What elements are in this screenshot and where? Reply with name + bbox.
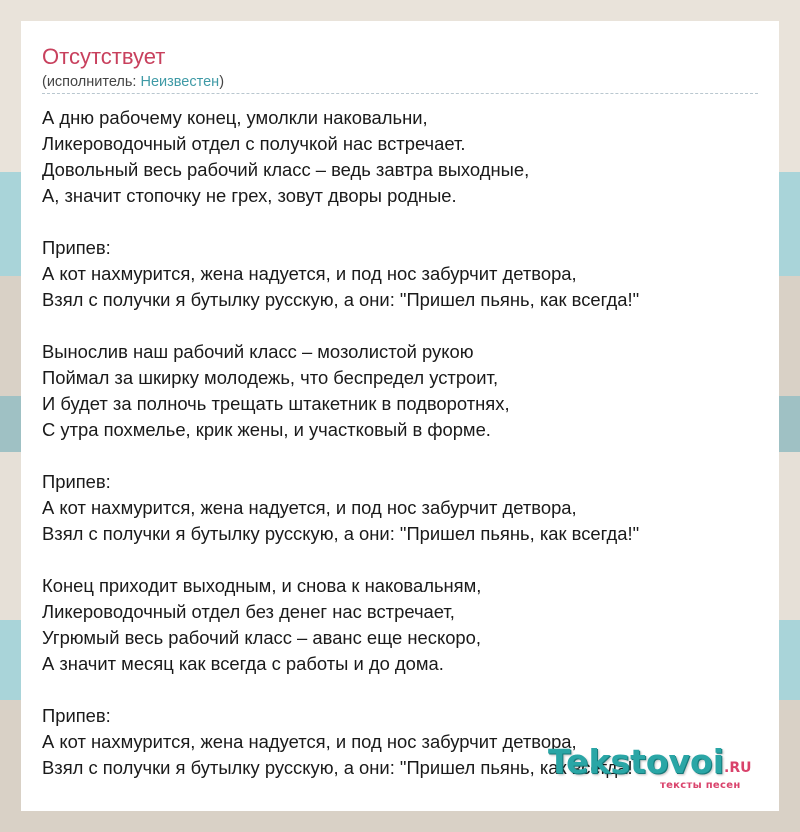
song-title: Отсутствует — [42, 44, 166, 69]
artist-link[interactable]: Неизвестен — [140, 74, 220, 90]
lyric-line: Ликероводочный отдел без денег нас встречает, — [42, 601, 455, 622]
stanza-gap — [42, 209, 762, 235]
lyric-line: Припев: — [42, 705, 111, 726]
lyrics-body — [42, 105, 762, 781]
lyrics-card — [21, 21, 779, 811]
lyric-line: Взял с получки я бутылку русскую, а они: "Пришел пьянь, как всегда!" — [42, 523, 640, 544]
lyric-line: Поймал за шкирку молодежь, что беспредел устроит, — [42, 367, 499, 388]
stanza-gap — [42, 677, 762, 703]
logo-subtitle: тексты песен — [660, 780, 741, 791]
lyric-line: А кот нахмурится, жена надуется, и под нос забурчит детвора, — [42, 263, 577, 284]
lyric-line: И будет за полночь трещать штакетник в подворотнях, — [42, 393, 510, 414]
lyric-line: Взял с получки я бутылку русскую, а они: "Пришел пьянь, как всегда!" — [42, 757, 640, 778]
stanza-gap — [42, 443, 762, 469]
lyric-line: Довольный весь рабочий класс – ведь завтра выходные, — [42, 159, 530, 180]
stanza-gap — [42, 313, 762, 339]
logo-name: Tekstovoi — [548, 742, 725, 781]
lyric-line: Припев: — [42, 471, 111, 492]
lyric-line: Припев: — [42, 237, 111, 258]
lyric-line: А значит месяц как всегда с работы и до дома. — [42, 653, 444, 674]
lyric-line: Вынослив наш рабочий класс – мозолистой рукою — [42, 341, 474, 362]
logo-tld: .RU — [724, 760, 752, 776]
artist-suffix: ) — [219, 74, 225, 90]
stanza-gap — [42, 547, 762, 573]
lyric-line: Взял с получки я бутылку русскую, а они: "Пришел пьянь, как всегда!" — [42, 289, 640, 310]
lyric-line: А кот нахмурится, жена надуется, и под нос забурчит детвора, — [42, 731, 577, 752]
lyric-line: А дню рабочему конец, умолкли наковальни, — [42, 107, 428, 128]
lyric-line: Угрюмый весь рабочий класс – аванс еще нескоро, — [42, 627, 481, 648]
lyric-line: Ликероводочный отдел с получкой нас встречает. — [42, 133, 466, 154]
artist-prefix: (исполнитель: — [42, 74, 141, 90]
lyric-line: С утра похмелье, крик жены, и участковый в форме. — [42, 419, 491, 440]
lyric-line: А, значит стопочку не грех, зовут дворы родные. — [42, 185, 457, 206]
lyric-line: Конец приходит выходным, и снова к наковальням, — [42, 575, 482, 596]
site-logo[interactable] — [548, 742, 758, 802]
artist-line — [42, 73, 224, 91]
lyric-line: А кот нахмурится, жена надуется, и под нос забурчит детвора, — [42, 497, 577, 518]
divider — [42, 93, 758, 94]
